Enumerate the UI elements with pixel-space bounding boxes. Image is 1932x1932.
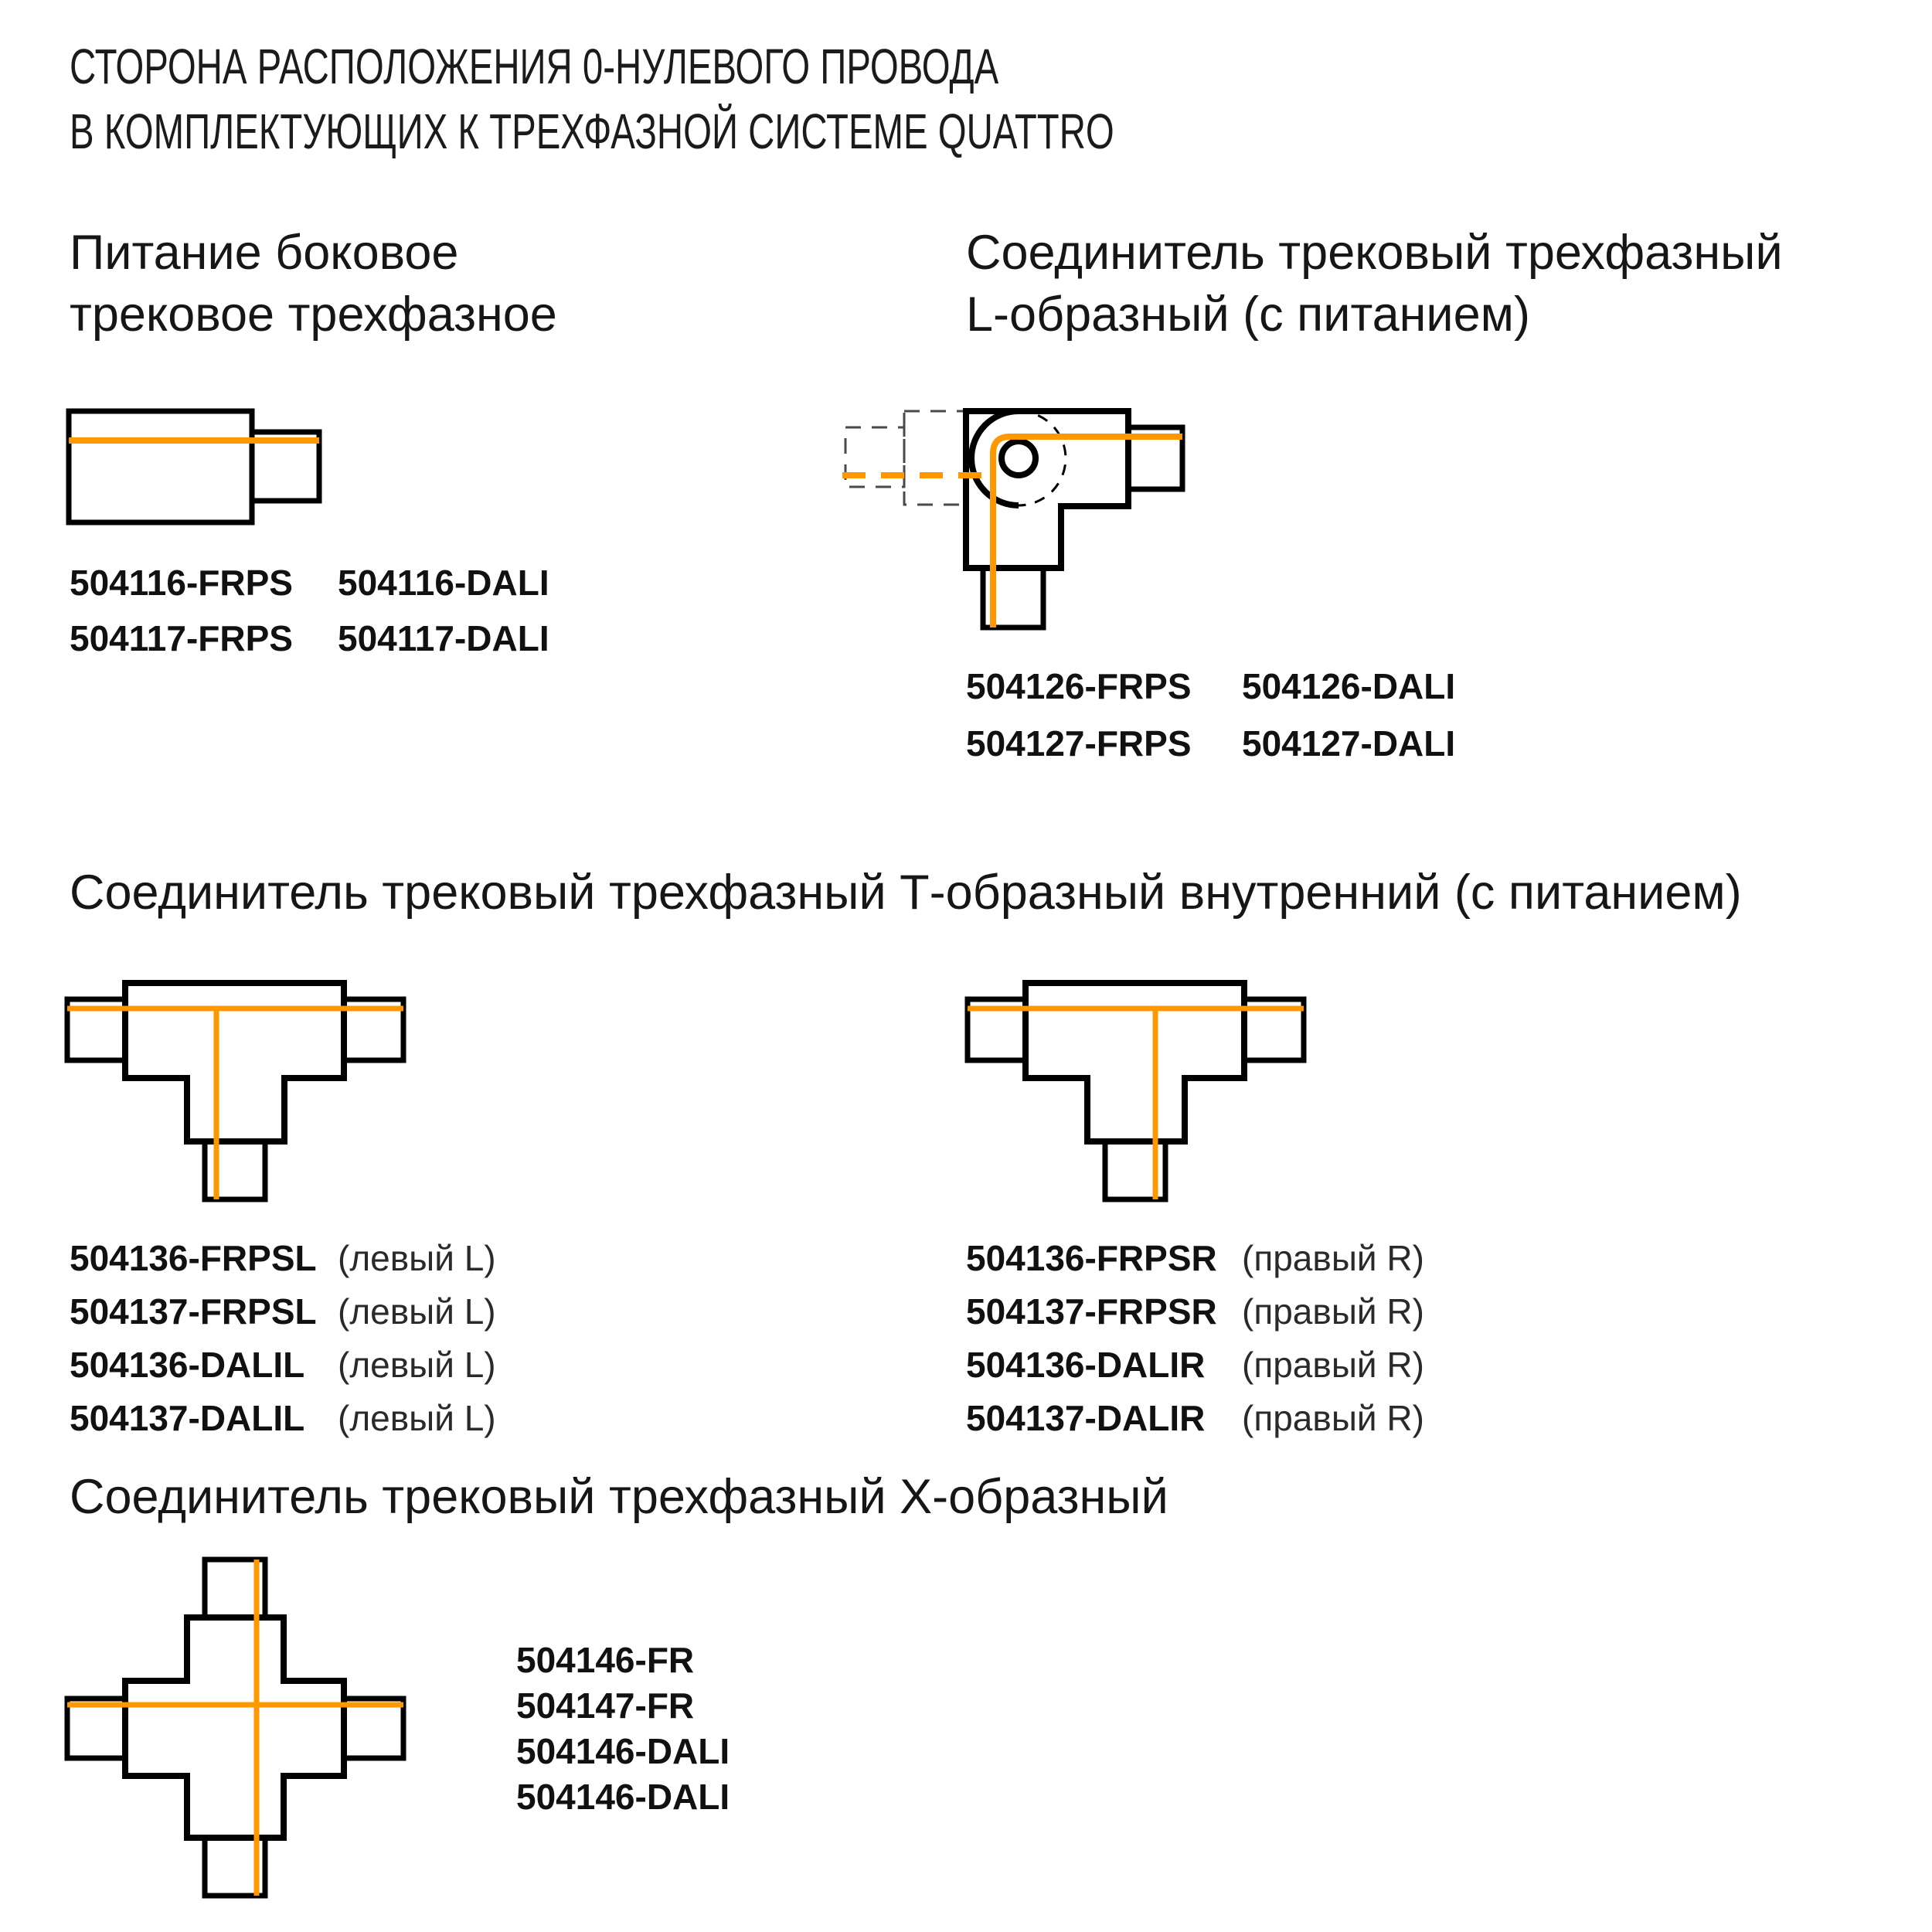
power-feed-body: [69, 411, 252, 522]
t-connector-right-drawing: [962, 978, 1310, 1206]
section-heading-x-connector: [70, 1466, 1168, 1528]
orientation-note: (левый L): [338, 1238, 496, 1278]
product-code: 504136-DALIL: [70, 1345, 305, 1385]
product-code: 504137-FRPSL: [70, 1291, 317, 1332]
t-left-notes: [338, 1232, 496, 1445]
t-left-codes: [70, 1232, 317, 1445]
page-title-line1: СТОРОНА РАСПОЛОЖЕНИЯ 0-НУЛЕВОГО ПРОВОДА: [70, 39, 999, 94]
orientation-note: (правый R): [1242, 1291, 1424, 1332]
product-code: 504136-FRPSL: [70, 1238, 317, 1278]
l-connector-drawing: [838, 402, 1194, 657]
t-connector-left-drawing: [62, 978, 410, 1206]
side-power-codes-col1: [70, 555, 293, 666]
product-code: 504126-FRPS: [966, 666, 1192, 706]
x-connector-drawing: [62, 1553, 410, 1901]
side-power-heading-line2: трековое трехфазное: [70, 287, 557, 342]
side-power-drawing: [66, 406, 332, 529]
product-code: 504146-DALI: [516, 1777, 730, 1817]
l-connector-heading-line2: L-образный (с питанием): [966, 287, 1530, 342]
l-connector-codes-col2: [1242, 658, 1455, 772]
t-right-codes: [966, 1232, 1217, 1445]
section-heading-l-connector: [966, 222, 1783, 345]
product-code: 504127-DALI: [1242, 723, 1456, 764]
product-code: 504116-FRPS: [70, 563, 293, 603]
product-code: 504137-DALIL: [70, 1398, 305, 1438]
product-code: 504117-DALI: [338, 618, 549, 658]
l-connector-codes-col1: [966, 658, 1192, 772]
orientation-note: (левый L): [338, 1345, 496, 1385]
side-power-heading-line1: Питание боковое: [70, 226, 459, 280]
product-code: 504117-FRPS: [70, 618, 293, 658]
page-title-line2: В КОМПЛЕКТУЮЩИХ К ТРЕХФАЗНОЙ СИСТЕМЕ QUATTRO: [70, 104, 1114, 159]
t-right-notes: [1242, 1232, 1424, 1445]
product-code: 504127-FRPS: [966, 723, 1192, 764]
hinge-hole: [1002, 441, 1036, 475]
product-code: 504136-FRPSR: [966, 1238, 1217, 1278]
right-connector-end: [344, 1699, 403, 1758]
product-code: 504146-DALI: [516, 1731, 730, 1771]
product-code: 504147-FR: [516, 1685, 695, 1726]
section-heading-side-power: [70, 222, 557, 345]
product-code: 504137-DALIR: [966, 1398, 1206, 1438]
product-code: 504137-FRPSR: [966, 1291, 1217, 1332]
orientation-note: (правый R): [1242, 1398, 1424, 1438]
page-title: [70, 34, 1114, 164]
x-connector-codes: [516, 1638, 730, 1820]
orientation-note: (правый R): [1242, 1345, 1424, 1385]
orientation-note: (правый R): [1242, 1238, 1424, 1278]
product-code: 504116-DALI: [338, 563, 549, 603]
orientation-note: (левый L): [338, 1291, 496, 1332]
product-code: 504146-FR: [516, 1640, 695, 1680]
orientation-note: (левый L): [338, 1398, 496, 1438]
section-heading-t-connector: [70, 862, 1742, 923]
product-code: 504126-DALI: [1242, 666, 1456, 706]
x-connector-body: [125, 1617, 344, 1838]
left-connector-end: [67, 1699, 125, 1758]
product-code: 504136-DALIR: [966, 1345, 1206, 1385]
l-connector-heading-line1: Соединитель трековый трехфазный: [966, 226, 1783, 280]
x-connector-heading: Соединитель трековый трехфазный Х-образный: [70, 1470, 1168, 1524]
side-power-codes-col2: [338, 555, 549, 666]
t-connector-heading: Соединитель трековый трехфазный Т-образный внутренний (с питанием): [70, 866, 1742, 920]
